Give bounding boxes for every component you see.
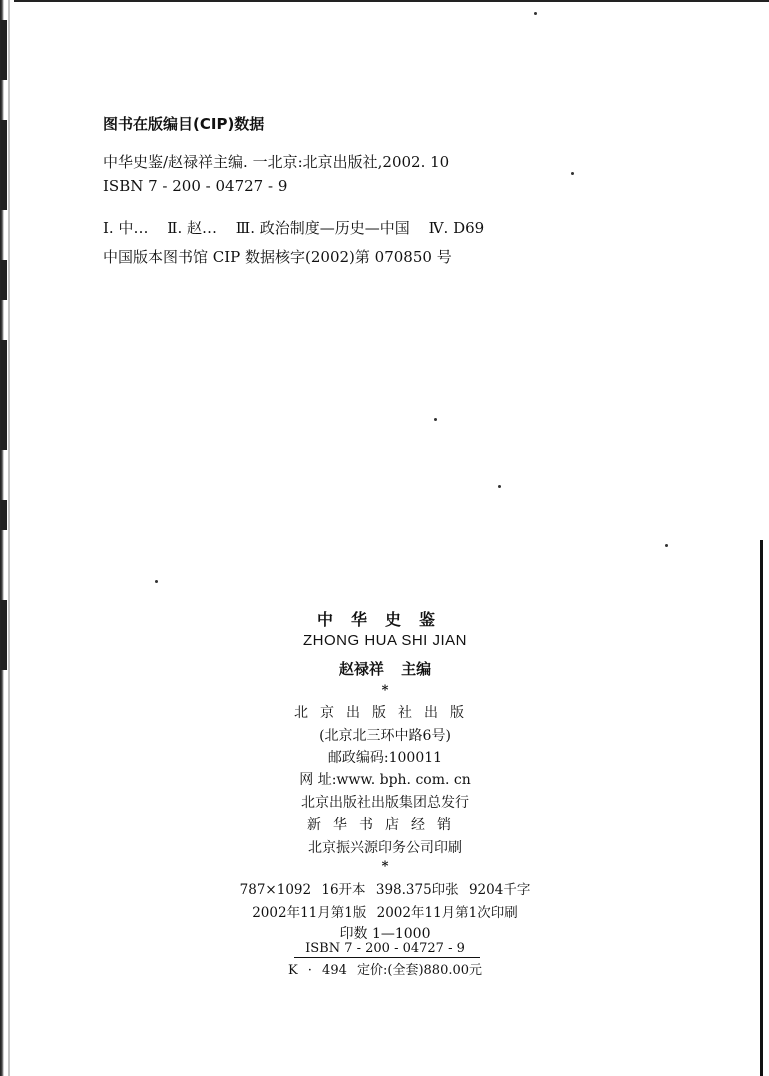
distributor-line: 北京出版社出版集团总发行 xyxy=(301,795,469,811)
postcode-line: 邮政编码:100011 xyxy=(327,750,443,766)
editor-line: 赵禄祥 主编 xyxy=(338,660,432,678)
publisher-address: (北京北三环中路6号) xyxy=(319,728,451,744)
cip-class-item: Ⅳ. D69 xyxy=(428,219,485,237)
scan-speck xyxy=(498,485,501,488)
scan-edge-right xyxy=(760,540,763,1076)
cip-classification xyxy=(103,221,498,236)
printer-line: 北京振兴源印务公司印刷 xyxy=(308,840,462,856)
separator-star: * xyxy=(381,859,389,874)
cip-class-item: Ⅰ. 中… xyxy=(103,219,149,237)
scan-edge-top xyxy=(0,0,769,2)
cip-class-item: Ⅲ. 政治制度—历史—中国 xyxy=(235,219,410,237)
website-line: 网 址:www. bph. com. cn xyxy=(299,772,471,788)
scan-speck xyxy=(571,172,574,175)
cip-verification-line: 中国版本图书馆 CIP 数据核字(2002)第 070850 号 xyxy=(103,248,452,266)
book-title-pinyin: ZHONG HUA SHI JIAN xyxy=(302,632,468,649)
book-title: 中华史鉴 xyxy=(316,610,453,629)
format-specs: 787×1092 16开本 398.375印张 9204千字 xyxy=(239,882,531,898)
separator-star: * xyxy=(381,683,389,698)
cip-title-line: 中华史鉴/赵禄祥主编. 一北京:北京出版社,2002. 10 xyxy=(103,153,450,171)
cip-heading: 图书在版编目(CIP)数据 xyxy=(103,115,265,133)
scan-speck xyxy=(434,418,437,421)
scan-speck xyxy=(534,12,537,15)
isbn-number: ISBN 7 - 200 - 04727 - 9 xyxy=(305,941,465,956)
cip-isbn-line: ISBN 7 - 200 - 04727 - 9 xyxy=(103,177,288,195)
cip-class-item: Ⅱ. 赵… xyxy=(167,219,217,237)
scan-speck xyxy=(665,544,668,547)
publisher-line: 北京出版社出版 xyxy=(294,705,476,721)
seller-line: 新华书店经销 xyxy=(307,817,463,833)
isbn-price-block xyxy=(190,941,580,981)
edition-line: 2002年11月第1版 2002年11月第1次印刷 xyxy=(252,905,518,921)
print-run: 印数 1—1000 xyxy=(339,926,431,942)
isbn-rule xyxy=(294,957,480,958)
scan-speck xyxy=(155,580,158,583)
scan-edge-left xyxy=(0,0,14,1076)
price-line: K · 494 定价:(全套)880.00元 xyxy=(287,963,483,978)
